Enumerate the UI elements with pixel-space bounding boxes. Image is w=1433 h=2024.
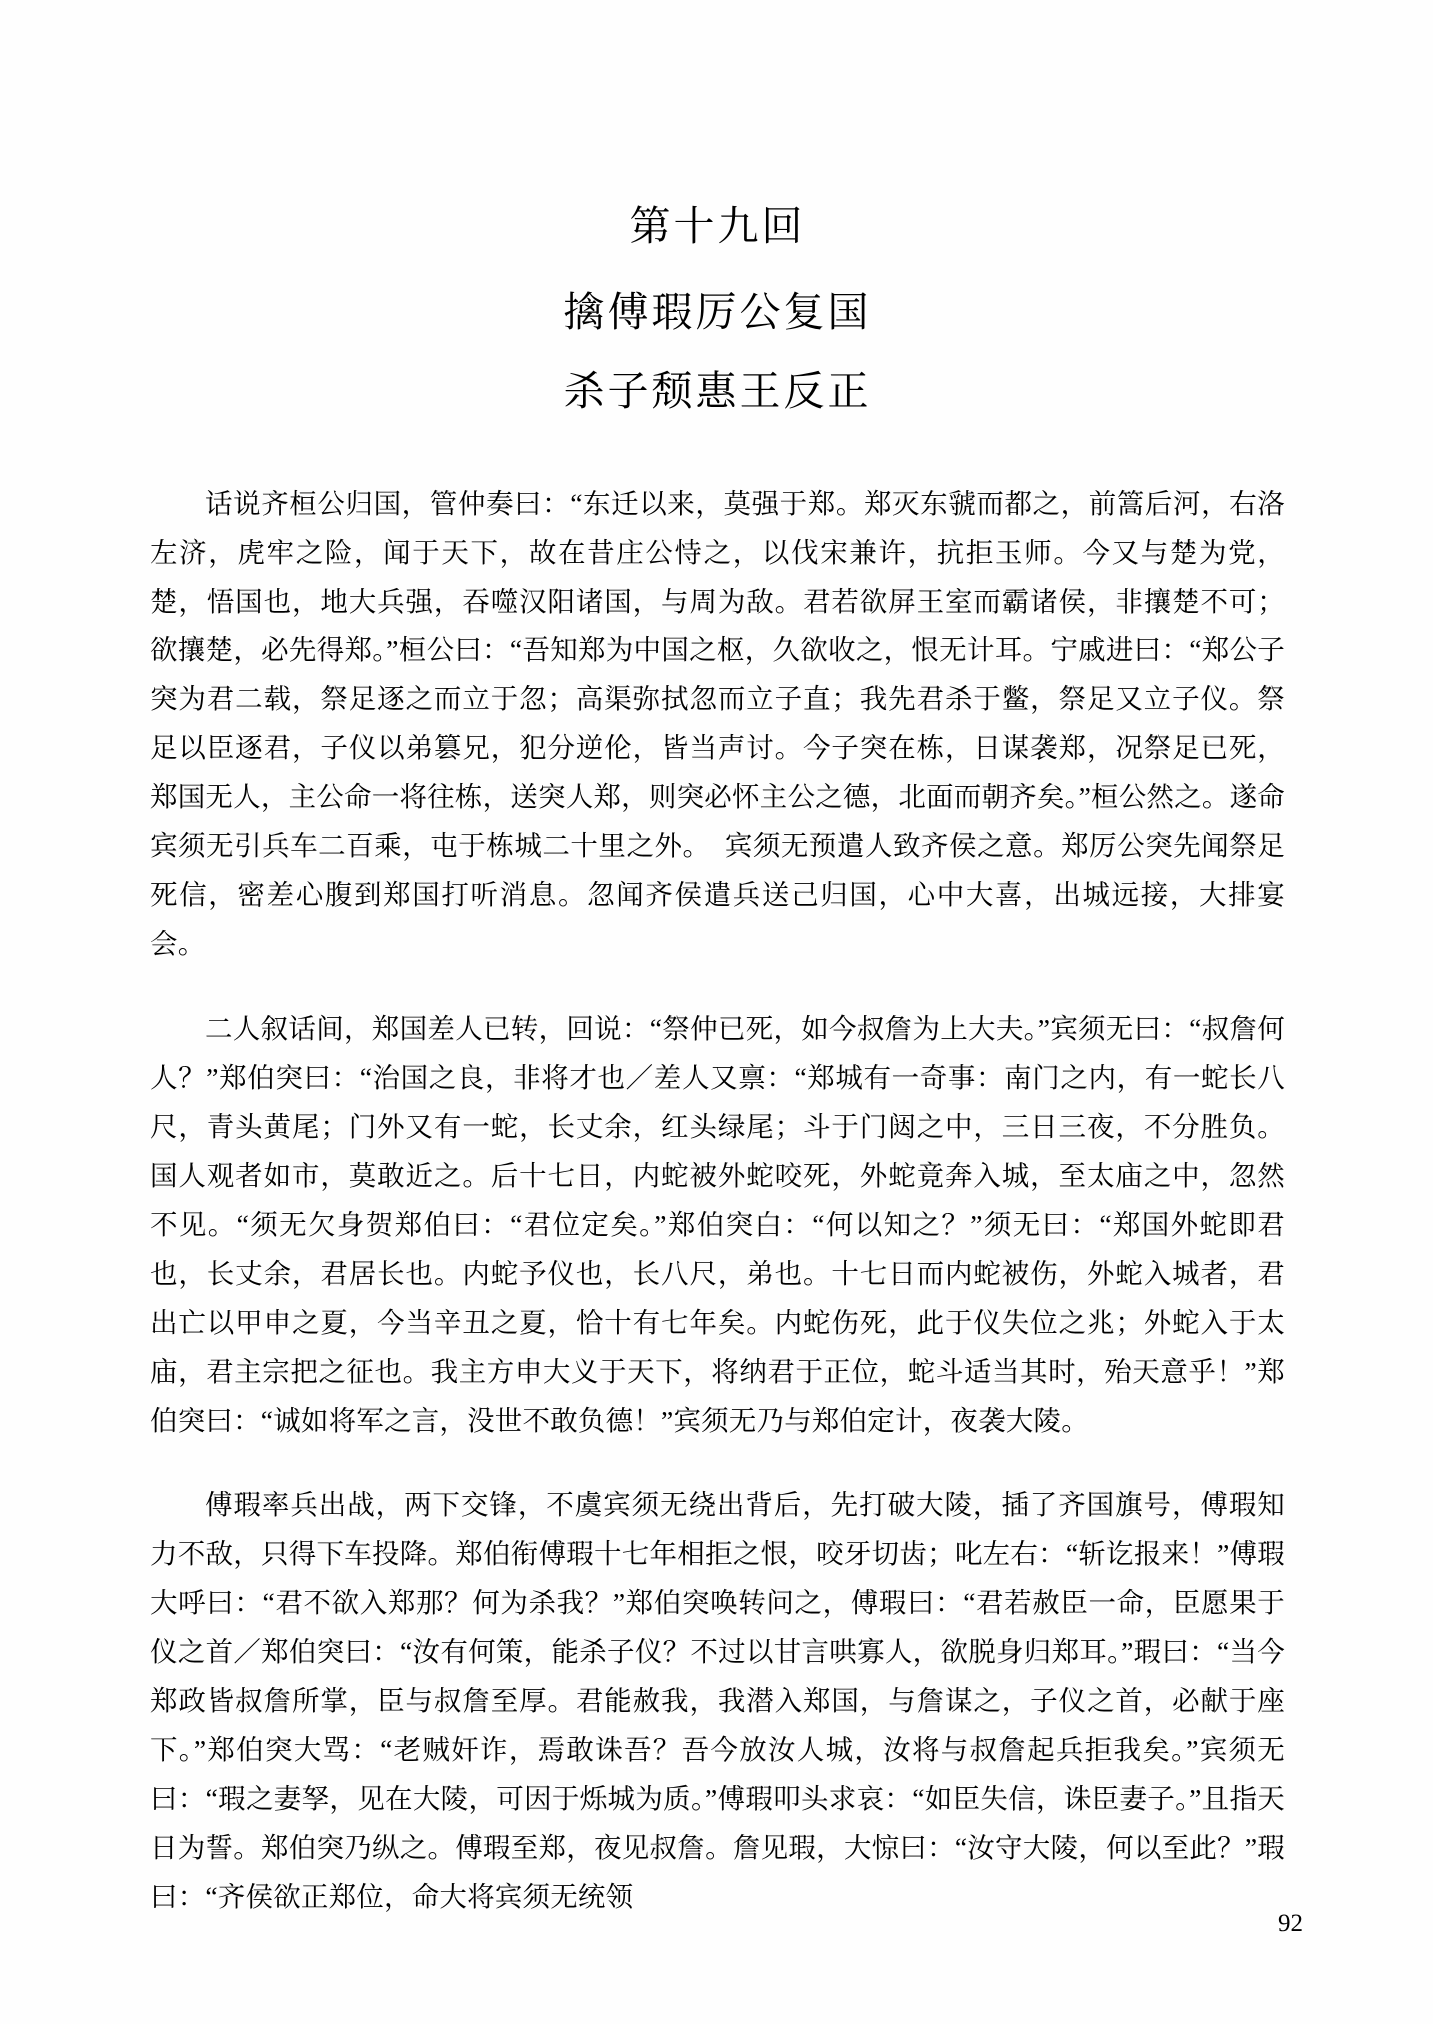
chapter-number: 第十九回: [629, 203, 806, 249]
paragraph: 傅瑕率兵出战，两下交锋，不虞宾须无绕出背后，先打破大陵，插了齐国旗号，傅瑕知力不敌，只得下车投降。郑伯衔傅瑕十七年相拒之恨，咬牙切齿；叱左右：“斩讫报来！”傅瑕大呼曰：“君不欲入郑那？何为杀我？”郑伯突唤转问之，傅瑕曰：“君若赦臣一命，臣愿果于仪之首／郑伯突曰：“汝有何策，能杀子仪？不过以甘言哄寡人，欲脱身归郑耳。”瑕曰：“当今郑政皆叔詹所掌，臣与叔詹至厚。君能赦我，我潜入郑国，与詹谋之，子仪之首，必献于座下。”郑伯突大骂：“老贼奸诈，焉敢诛吾？吾今放汝人城，汝将与叔詹起兵拒我矣。”宾须无曰：“瑕之妻孥，见在大陵，可因于烁城为质。”傅瑕叩头求哀：“如臣失信，诛臣妻子。”且指天日为誓。郑伯突乃纵之。傅瑕至郑，夜见叔詹。詹见瑕，大惊曰：“汝守大陵，何以至此？”瑕曰：“齐侯欲正郑位，命大将宾须无统领: [150, 1489, 1285, 1912]
body-text: [150, 480, 1285, 1922]
page-number: 92: [1278, 1910, 1303, 1937]
chapter-title-line-2: 杀子颓惠王反正: [563, 368, 872, 415]
chapter-heading: [150, 195, 1285, 424]
page-content: [150, 0, 1285, 1958]
paragraph: 话说齐桓公归国，管仲奏曰：“东迁以来，莫强于郑。郑灭东虢而都之，前篙后河，右洛左济，虎牢之险，闻于天下，故在昔庄公恃之，以伐宋兼许，抗拒玉师。今又与楚为党，楚，悟国也，地大兵强，吞噬汉阳诸国，与周为敌。君若欲屏王室而霸诸侯，非攘楚不可；欲攘楚，必先得郑。”桓公曰：“吾知郑为中国之枢，久欲收之，恨无计耳。宁戚进曰：“郑公子突为君二载，祭足逐之而立于忽；高渠弥拭忽而立子直；我先君杀于鳖，祭足又立子仪。祭足以臣逐君，子仪以弟篡兄，犯分逆伦，皆当声讨。今子突在栋，日谋袭郑，况祭足已死，郑国无人，主公命一将往栋，送突人郑，则突必怀主公之德，北面而朝齐矣。”桓公然之。遂命宾须无引兵车二百乘，屯于栋城二十里之外。 宾须无预遣人致齐侯之意。郑厉公突先闻祭足死信，密差心腹到郑国打听消息。忽闻齐侯遣兵送己归国，心中大喜，出城远接，大排宴会。: [150, 487, 1285, 960]
paragraph: 二人叙话间，郑国差人已转，回说：“祭仲已死，如今叔詹为上大夫。”宾须无曰：“叔詹何人？”郑伯突曰：“治国之良，非将才也／差人又禀：“郑城有一奇事：南门之内，有一蛇长八尺，青头黄尾；门外又有一蛇，长丈余，红头绿尾；斗于门闼之中，三日三夜，不分胜负。国人观者如市，莫敢近之。后十七日，内蛇被外蛇咬死，外蛇竟奔入城，至太庙之中，忽然不见。“须无欠身贺郑伯曰：“君位定矣。”郑伯突白：“何以知之？”须无曰：“郑国外蛇即君也，长丈余，君居长也。内蛇予仪也，长八尺，弟也。十七日而内蛇被伤，外蛇入城者，君出亡以甲申之夏，今当辛丑之夏，恰十有七年矣。内蛇伤死，此于仪失位之兆；外蛇入于太庙，君主宗把之征也。我主方申大义于天下，将纳君于正位，蛇斗适当其时，殆天意乎！”郑伯突曰：“诚如将军之言，没世不敢负德！”宾须无乃与郑伯定计，夜袭大陵。: [150, 1013, 1285, 1436]
chapter-title-line-1: 擒傅瑕厉公复国: [563, 288, 872, 335]
